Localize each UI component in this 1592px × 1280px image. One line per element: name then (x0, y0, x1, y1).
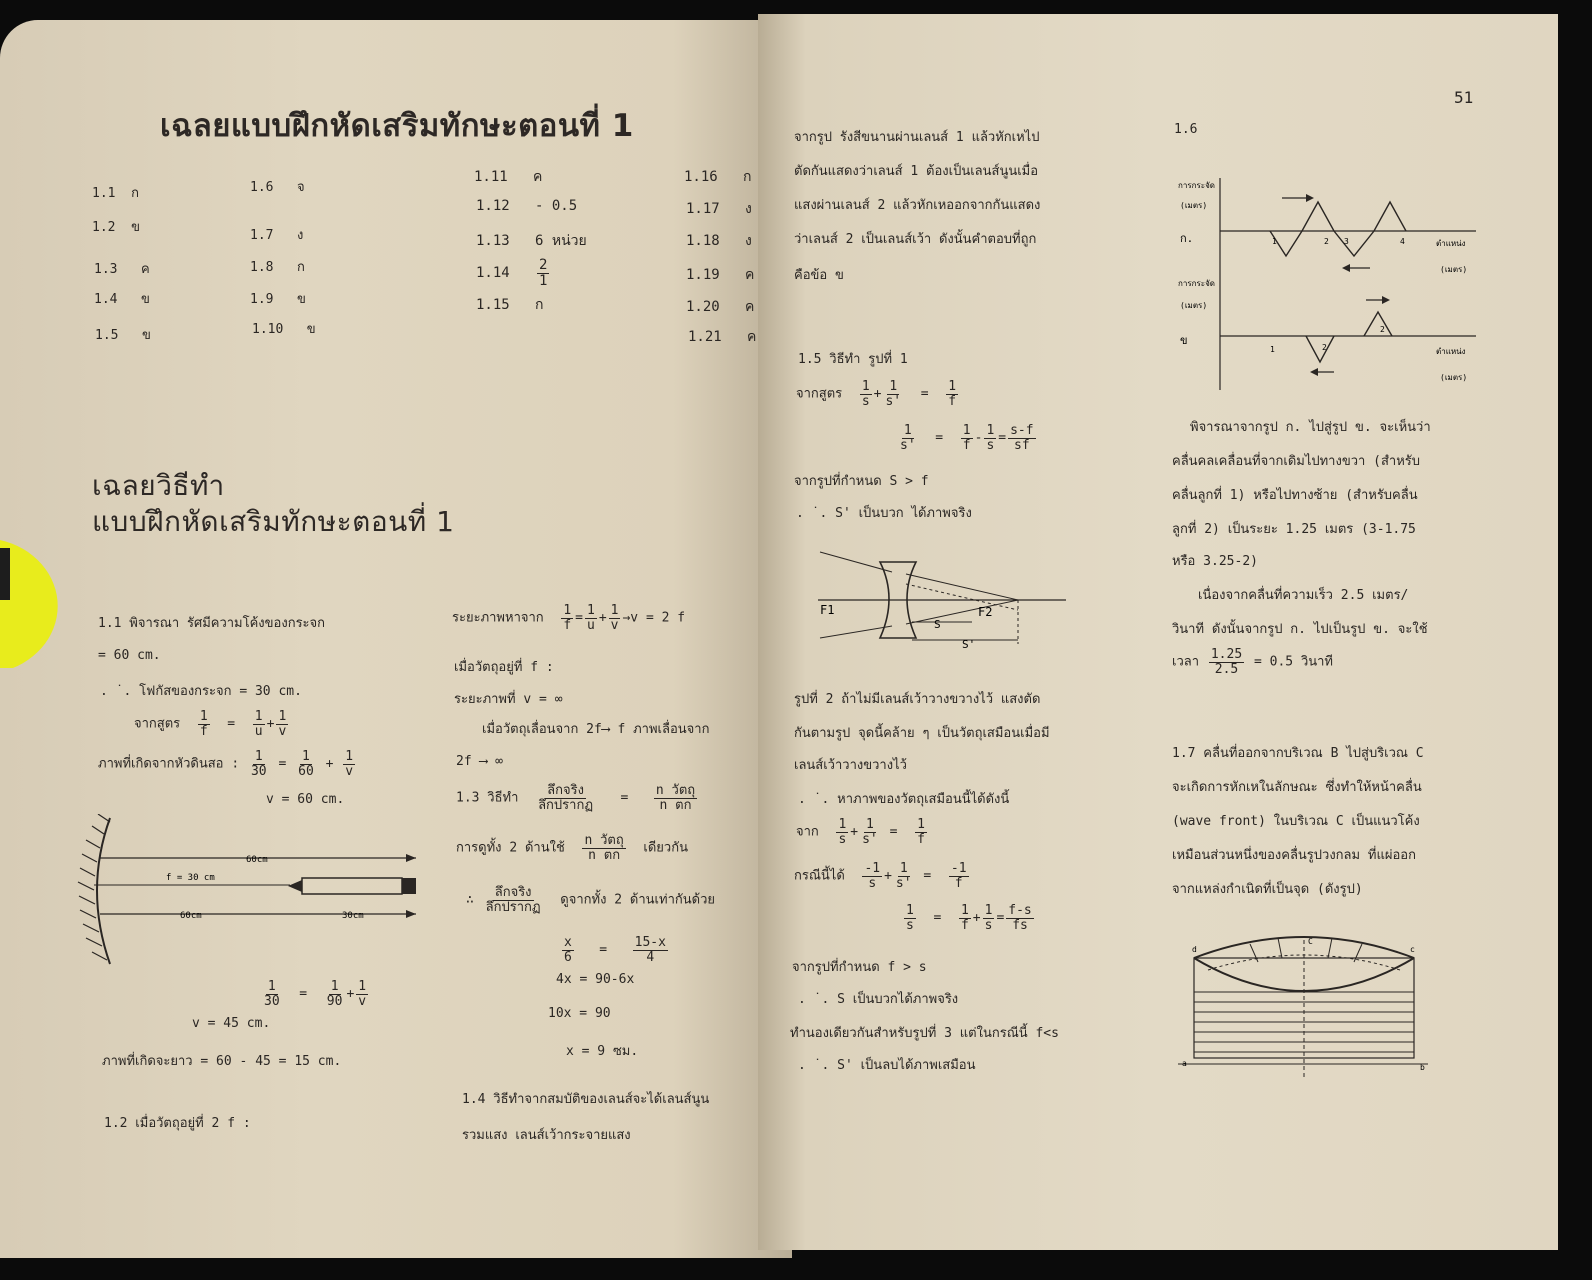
solution-text: จากรูปที่กำหนด S > f (794, 474, 929, 489)
answer-item: 1.11 ค (474, 169, 543, 185)
lens-label-f1: F1 (820, 603, 835, 617)
answer-item: 1.7 ง (250, 228, 304, 243)
solution-text: รวมแสง เลนส์เว้ากระจายแสง (462, 1128, 631, 1143)
answer-item: 1.17 ง (686, 201, 752, 217)
paragraph-line: วินาที ดังนั้นจากรูป ก. ไปเป็นรูป ข. จะใช้ (1172, 622, 1428, 637)
answer-item: 1.9 ข (250, 292, 306, 307)
answer-item: 1.5 ข (95, 328, 151, 343)
paragraph-line: ลูกที่ 2) เป็นระยะ 1.25 เมตร (3-1.75 (1172, 522, 1416, 537)
solution-text: 1.2 เมื่อวัตถุอยู่ที่ 2 f : (104, 1116, 251, 1131)
solution-text: = 60 cm. (98, 648, 161, 663)
formula-line: กรณีนี้ได้ $\frac{-1}{s}$ + $\frac{1}{s'}$ = $\frac{-1}{f}$ (794, 861, 967, 891)
formula-line: $\frac{1}{30}$ = $\frac{1}{90}$ + $\frac{1}{v}$ (264, 979, 367, 1009)
formula-line: ∴ $\frac{\text{ลึกจริง}}{\text{ลึกปรากฏ}}$ ดูจากทั้ง 2 ด้านเท่ากันด้วย (466, 885, 715, 915)
diagram-label: c (1410, 945, 1415, 954)
wave-diagram (1166, 164, 1486, 404)
answer-item: 1.16 ก (684, 169, 752, 185)
formula-line: จากสูตร $\frac{1}{f}$ = $\frac{1}{u}$ + $\frac{1}{v}$ (134, 709, 287, 739)
paragraph-line: จากรูป รังสีขนานผ่านเลนส์ 1 แล้วหักเหไป (794, 130, 1040, 145)
tick-label: 4 (1400, 237, 1405, 246)
paragraph-line: แสงผ่านเลนส์ 2 แล้วหักเหออกจากกันแสดง (794, 198, 1041, 213)
formula-line: การดูทั้ง 2 ด้านใช้ $\frac{\text{n วัตถุ}}{\text{n ตก}}$ เดียวกัน (456, 833, 688, 863)
formula-line: ภาพที่เกิดจากหัวดินสอ : $\frac{1}{30}$ = $\frac{1}{60}$ + $\frac{1}{v}$ (98, 749, 354, 779)
lens-label-s: S (934, 618, 941, 631)
formula-line: $\frac{1}{s'}$ = $\frac{1}{f}$ - $\frac{1}{s}$ = $\frac{s-f}{sf}$ (900, 423, 1034, 453)
solution-text: . ˙. S' เป็นลบได้ภาพเสมือน (798, 1058, 976, 1073)
axis-label: การกระจัด (1178, 181, 1215, 190)
solution-text: เมื่อวัตถุเลื่อนจาก 2f⟶ f ภาพเลื่อนจาก (482, 722, 710, 737)
solution-text: จากรูปที่กำหนด f > s (792, 960, 927, 975)
formula-line: $\frac{x}{6}$ = $\frac{15-x}{4}$ (564, 935, 666, 965)
lens-label-sprime: S' (962, 638, 976, 651)
tick-label: 1 (1272, 237, 1277, 246)
axis-label: (เมตร) (1180, 201, 1208, 210)
formula-line: จาก $\frac{1}{s}$ + $\frac{1}{s'}$ = $\frac{1}{f}$ (796, 817, 925, 847)
formula-line: จากสูตร $\frac{1}{s}$ + $\frac{1}{s'}$ = $\frac{1}{f}$ (796, 379, 957, 409)
paragraph-line: เนื่องจากคลื่นที่ความเร็ว 2.5 เมตร/ (1198, 588, 1409, 603)
answer-item: 1.18 ง (686, 233, 752, 249)
paragraph-line: (wave front) ในบริเวณ C เป็นแนวโค้ง (1172, 814, 1420, 829)
answer-item: 1.13 6 หน่วย (476, 233, 587, 249)
answer-item: 1.6 จ (250, 180, 305, 195)
tick-label: 3 (1344, 237, 1349, 246)
diagram-label: d (1192, 945, 1197, 954)
answer-item: 1.12 - 0.5 (476, 198, 578, 214)
paragraph-line: คลื่นคลเคลื่อนที่จากเดิมไปทางขวา (สำหรับ (1172, 454, 1421, 469)
answer-item: 1.19 ค (686, 267, 755, 283)
paragraph-line: เลนส์เว้าวางขวางไว้ (794, 758, 907, 773)
section-heading: 1.6 (1174, 122, 1198, 137)
axis-label: ตำแหน่ง (1436, 347, 1466, 356)
tick-label: 2 (1324, 237, 1329, 246)
diagram-label: b (1420, 1063, 1425, 1072)
paragraph-line: ว่าเลนส์ 2 เป็นเลนส์เว้า ดังนั้นคำตอบที่ถูก (794, 232, 1037, 247)
solution-text: 10x = 90 (548, 1006, 611, 1021)
yellow-tab-marker (0, 540, 80, 668)
axis-label: การกระจัด (1178, 279, 1215, 288)
paragraph-line: จากแหล่งกำเนิดที่เป็นจุด (ดังรูป) (1172, 882, 1363, 897)
fraction: $\frac{2}{1}$ (539, 257, 548, 289)
page-number: 51 (1454, 88, 1474, 107)
answer-item: 1.14 $\frac{2}{1}$ (476, 257, 548, 289)
tick-label: 2 (1380, 325, 1385, 334)
solution-text: 1.1 พิจารณา รัศมีความโค้งของกระจก (98, 616, 326, 631)
dimension-label: 30cm (342, 911, 364, 921)
answer-item: 1.3 ค (94, 262, 150, 277)
answer-item: 1.8 ก (250, 260, 305, 275)
answer-item: 1.1 ก (92, 186, 140, 201)
left-page (0, 20, 792, 1258)
solution-text: x = 9 ซม. (566, 1044, 639, 1059)
solution-text: v = 45 cm. (192, 1016, 271, 1031)
paragraph-line: จะเกิดการหักเหในลักษณะ ซึ่งทำให้หน้าคลื่น (1172, 780, 1422, 795)
axis-label: ตำแหน่ง (1436, 239, 1466, 248)
paragraph-line: หรือ 3.25-2) (1172, 554, 1258, 569)
solution-text: v = 60 cm. (266, 792, 345, 807)
solution-text: ระยะภาพที่ v = ∞ (454, 692, 563, 707)
paragraph-line: รูปที่ 2 ถ้าไม่มีเลนส์เว้าวางขวางไว้ แสงตัด (794, 692, 1041, 707)
solution-text: เมื่อวัตถุอยู่ที่ f : (454, 660, 554, 675)
solution-text: . ˙. S เป็นบวกได้ภาพจริง (798, 992, 959, 1007)
solution-text: 1.4 วิธีทำจากสมบัติของเลนส์จะได้เลนส์นูน (462, 1092, 710, 1107)
mirror-diagram (70, 814, 430, 974)
answer-item: 1.10 ข (252, 322, 316, 337)
paragraph-line: คลื่นลูกที่ 1) หรือไปทางซ้าย (สำหรับคลื่น (1172, 488, 1418, 503)
solution-title-line1: เฉลยวิธีทำ (92, 469, 225, 502)
tick-label: 2 (1322, 343, 1327, 352)
formula-line: ระยะภาพหาจาก $\frac{1}{f}$ = $\frac{1}{u}$ + $\frac{1}{v}$ →v = 2 f (452, 603, 686, 633)
answer-key-title: เฉลยแบบฝึกหัดเสริมทักษะตอนที่ 1 (160, 108, 634, 144)
solution-text: ทำนองเดียวกันสำหรับรูปที่ 3 แต่ในกรณีนี้ f<s (790, 1026, 1059, 1041)
lens-label-f2: F2 (978, 605, 993, 619)
solution-text: 2f ⟶ ∞ (456, 754, 503, 769)
answer-item: 1.4 ข (94, 292, 150, 307)
focal-label: f = 30 cm (166, 873, 215, 883)
solution-title-line2: แบบฝึกหัดเสริมทักษะตอนที่ 1 (92, 505, 455, 538)
section-heading: 1.5 วิธีทำ รูปที่ 1 (798, 352, 908, 367)
right-page (758, 14, 1558, 1250)
solution-text: ภาพที่เกิดจะยาว = 60 - 45 = 15 cm. (102, 1054, 342, 1069)
axis-label: (เมตร) (1440, 373, 1468, 382)
dimension-label: 60cm (180, 911, 202, 921)
paragraph-line: . ˙. หาภาพของวัตถุเสมือนนี้ได้ดังนี้ (798, 792, 1010, 807)
diagram-label: C (1308, 937, 1313, 946)
solution-text: 4x = 90-6x (556, 972, 635, 987)
formula-line: เวลา $\frac{1.25}{2.5}$ = 0.5 วินาที (1172, 647, 1333, 677)
axis-label: (เมตร) (1440, 265, 1468, 274)
answer-item: 1.20 ค (686, 299, 755, 315)
solution-text: . ˙. โฟกัสของกระจก = 30 cm. (100, 684, 302, 699)
paragraph-line: กันตามรูป จุดนี้คล้าย ๆ เป็นวัตถุเสมือนเมื่อมี (794, 726, 1050, 741)
answer-item: 1.15 ก (476, 297, 544, 313)
formula-line: 1.3 วิธีทำ $\frac{\text{ลึกจริง}}{\text{ลึกปรากฏ}}$ = $\frac{\text{n วัตถุ}}{\text{n ตก}}$ (456, 783, 696, 813)
answer-item: 1.2 ข (92, 220, 141, 235)
paragraph-line: ตัดกันแสดงว่าเลนส์ 1 ต้องเป็นเลนส์นูนเมื่อ (794, 164, 1039, 179)
diagram-label: a (1182, 1059, 1187, 1068)
paragraph-line: พิจารณาจากรูป ก. ไปสู่รูป ข. จะเห็นว่า (1190, 420, 1431, 435)
paragraph-line: คือข้อ ข (794, 268, 844, 283)
formula-line: $\frac{1}{s}$ = $\frac{1}{f}$ + $\frac{1}{s}$ = $\frac{f-s}{fs}$ (906, 903, 1032, 933)
tick-label: 1 (1270, 345, 1275, 354)
wave-label-a: ก. (1180, 232, 1194, 245)
wavefront-diagram (1178, 934, 1428, 1084)
answer-item: 1.21 ค (688, 329, 757, 345)
paragraph-line: เหมือนส่วนหนึ่งของคลื่นรูปวงกลม ที่แผ่ออก (1172, 848, 1416, 863)
axis-label: (เมตร) (1180, 301, 1208, 310)
solution-text: . ˙. S' เป็นบวก ได้ภาพจริง (796, 506, 972, 521)
wave-label-b: ข (1180, 334, 1188, 347)
lens-ray-diagram (812, 548, 1072, 658)
paragraph-line: 1.7 คลื่นที่ออกจากบริเวณ B ไปสู่บริเวณ C (1172, 746, 1424, 761)
dimension-label: 60cm (246, 855, 268, 865)
